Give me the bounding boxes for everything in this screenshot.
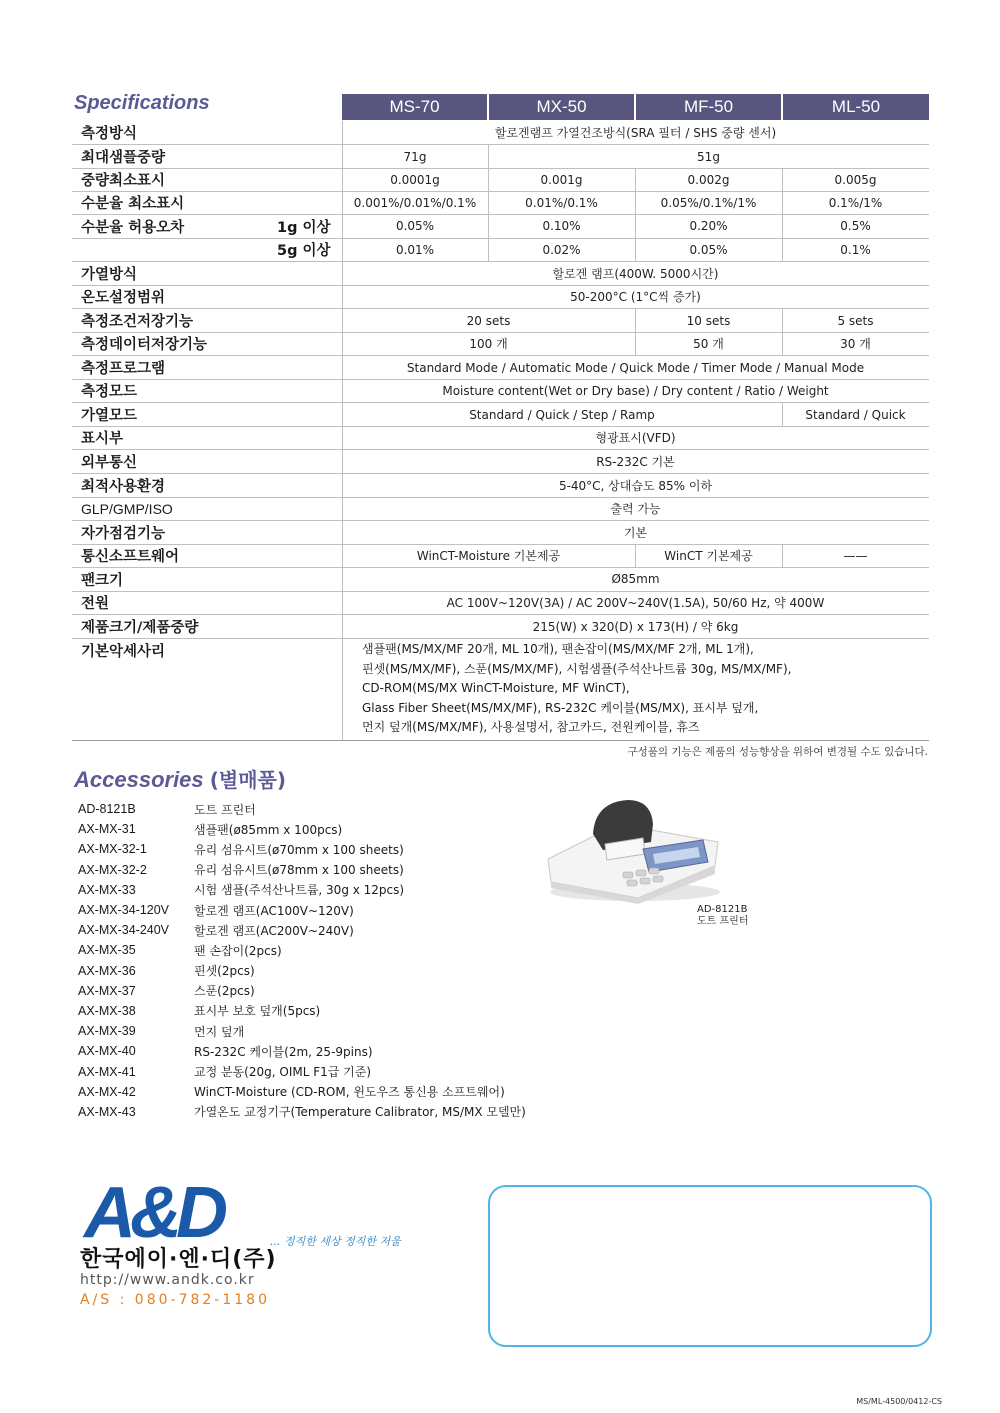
accessory-row [78,1001,526,1021]
accessory-desc: 먼지 덮개 [194,1024,245,1039]
cell-msmxmf: Standard / Quick / Step / Ramp [469,407,655,422]
accessories-title [74,764,286,793]
cell-ml50: 30 개 [840,337,871,351]
cell-ms70: 0.0001g [390,172,440,187]
row-label: 전원 [81,596,110,612]
row-value: 형광표시(VFD) [595,431,676,445]
row-label: 제품크기/제품중량 [81,619,199,636]
cell-ml50: 0.1% [840,242,871,257]
accessory-row [78,1061,526,1081]
cell-ms70: 0.05% [395,219,435,233]
row-value: 기본 [623,525,648,540]
row-power [72,591,929,615]
model-header-ms70: MS-70 [342,94,487,120]
cell-mx50: 0.01%/0.1% [525,195,598,210]
row-heating [72,262,929,286]
accessories-line: 먼지 덮개(MS/MX/MF), 사용설명서, 참고카드, 전원케이블, 휴즈 [362,720,700,735]
accessory-code: AX-MX-34-120V [78,903,170,918]
spec-title: Specifications [74,92,210,114]
cell-mx50: 0.001g [540,172,583,187]
row-env [72,473,929,498]
row-value: 할로겐램프 가열건조방식(SRA 필터 / SHS 중량 센서) [494,126,777,140]
row-label: 측정프로그램 [81,361,166,377]
row-label: 기본악세사리 [81,643,166,660]
printer-caption-model: AD-8121B [697,904,748,915]
accessory-code: AX-MX-43 [78,1104,136,1119]
accessories-line: 핀셋(MS/MX/MF), 스푼(MS/MX/MF), 시험샘플(주석산나트륨 30g, MS/MX/MF), [362,661,792,676]
accessory-desc: 가열온도 교정기구(Temperature Calibrator, MS/MX 모델만) [194,1105,526,1120]
accessory-desc: 할로겐 램프(AC200V~240V) [194,923,354,938]
accessory-desc: 팬 손잡이(2pcs) [194,943,282,958]
row-value: AC 100V~120V(3A) / AC 200V~240V(1.5A), 50/60 Hz, 약 400W [446,596,825,610]
cell-ms70: 71g [403,149,427,164]
accessory-desc: WinCT-Moisture (CD-ROM, 윈도우즈 통신용 소프트웨어) [194,1085,505,1100]
model-header-mx50: MX-50 [489,94,634,120]
accessory-row [78,799,526,819]
cell-ms70: 0.01% [395,242,435,257]
cell-mf50: WinCT 기본제공 [664,549,753,563]
cell-ml50: 5 sets [837,313,874,328]
stamp-box [488,1185,932,1347]
accessory-row [78,1082,526,1102]
row-label: GLP/GMP/ISO [81,500,173,517]
accessory-code: AX-MX-32-2 [78,862,147,877]
accessory-row [78,961,526,981]
accessory-desc: 표시부 보호 덮개(5pcs) [194,1004,321,1019]
accessory-code: AX-MX-41 [78,1064,136,1079]
accessory-desc: 유리 섬유시트(ø70mm x 100 sheets) [194,842,404,857]
accessory-desc: 스푼(2pcs) [194,984,255,999]
accessories-line: 샘플팬(MS/MX/MF 20개, ML 10개), 팬손잡이(MS/MX/MF 2개, ML 1개), [362,642,754,656]
slogan: ... 정직한 세상 정직한 저울 [270,1235,401,1248]
accessory-desc: 할로겐 램프(AC100V~120V) [194,903,354,918]
accessory-row [78,900,526,920]
row-label: 온도설정범위 [81,290,166,306]
row-pan [72,567,929,592]
accessory-code: AD-8121B [78,802,136,817]
row-label: 최대샘플중량 [81,150,166,166]
cell-msmx: 100 개 [469,337,508,351]
row-selfcheck [72,520,929,545]
row-label: 표시부 [81,431,124,447]
cell-ms70: 0.001%/0.01%/0.1% [353,195,477,210]
row-comm [72,450,929,474]
accessory-code: AX-MX-35 [78,943,136,958]
row-sublabel: 1g 이상 [277,219,331,236]
row-label: 자가점검기능 [81,525,166,542]
row-value: RS-232C 기본 [596,455,675,469]
document-number: MS/ML-4500/0412-CS [856,1397,942,1406]
accessory-row [78,940,526,960]
accessories-line: Glass Fiber Sheet(MS/MX/MF), RS-232C 케이블(MS/MX), 표시부 덮개, [362,700,759,715]
accessory-code: AX-MX-40 [78,1044,136,1059]
accessories-list [78,799,526,1122]
accessory-code: AX-MX-33 [78,882,136,897]
accessory-desc: 시험 샘플(주석산나트륨, 30g x 12pcs) [194,883,405,898]
accessories-line: CD-ROM(MS/MX WinCT-Moisture, MF WinCT), [362,681,630,696]
row-program [72,356,929,380]
accessories-title-kr: (별매품) [209,768,287,792]
row-label: 측정조건저장기능 [81,314,194,330]
accessory-row [78,839,526,859]
cell-ml50: 0.1%/1% [828,195,883,210]
row-temp-range [72,285,929,309]
row-label: 가열모드 [81,408,138,424]
row-label: 최적사용환경 [81,478,166,495]
accessory-row [78,880,526,900]
accessory-code: AX-MX-32-1 [78,842,147,857]
accessory-desc: 교정 분동(20g, OIML F1급 기준) [194,1065,372,1080]
row-value: Standard Mode / Automatic Mode / Quick Mode / Timer Mode / Manual Mode [406,360,865,375]
row-heat-mode [72,403,929,427]
row-min-moisture [72,191,929,215]
row-value: 5-40°C, 상대습도 85% 이하 [558,478,713,493]
row-data-storage [72,332,929,356]
accessory-code: AX-MX-39 [78,1024,136,1039]
website-link[interactable]: http://www.andk.co.kr [80,1272,255,1288]
printer-caption-name: 도트 프린터 [697,916,749,927]
row-max-sample [72,145,929,169]
cell-ml50: Standard / Quick [805,407,906,422]
as-phone: A/S : 080-782-1180 [80,1292,270,1308]
row-label: 측정모드 [81,384,138,400]
row-label: 수분율 허용오차 [81,219,185,236]
row-method [72,121,929,145]
row-accessories [72,638,929,741]
and-logo: A&D [84,1173,222,1253]
model-header-ml50: ML-50 [783,94,929,120]
accessory-row [78,860,526,880]
row-value: 출력 가능 [610,502,661,516]
row-tolerance-1g [72,214,929,239]
spec-note: 구성품의 기능은 제품의 성능향상을 위하여 변경될 수도 있습니다. [627,746,928,758]
row-size [72,614,929,639]
accessory-code: AX-MX-37 [78,983,136,998]
printer-caption [697,904,748,928]
accessory-code: AX-MX-42 [78,1084,136,1099]
row-cond-storage [72,309,929,333]
cell-mf50: 0.05%/0.1%/1% [660,195,757,210]
accessories-title-en: Accessories [74,767,204,792]
cell-mf50: 0.002g [687,172,730,187]
accessory-desc: RS-232C 케이블(2m, 25-9pins) [194,1044,373,1059]
accessory-code: AX-MX-38 [78,1003,136,1018]
row-label: 수분율 최소표시 [81,196,185,212]
row-label: 측정방식 [81,126,138,142]
model-header-mf50: MF-50 [636,94,781,120]
row-software [72,544,929,568]
accessory-row [78,920,526,940]
row-value: Ø85mm [611,572,660,586]
accessory-desc: 샘플팬(ø85mm x 100pcs) [194,822,343,837]
accessory-row [78,1041,526,1061]
cell-mx50: 0.10% [542,219,581,233]
accessory-desc: 도트 프린터 [194,802,256,817]
row-tolerance-5g [72,238,929,262]
cell-mx50: 0.02% [542,242,581,257]
cell-mf50: 50 개 [693,337,724,351]
cell-mf50: 0.05% [689,242,728,257]
row-sublabel: 5g 이상 [277,243,331,259]
accessory-code: AX-MX-36 [78,963,136,978]
row-label: 통신소프트웨어 [81,549,180,565]
row-label: 외부통신 [81,455,138,471]
printer-image [543,794,723,904]
cell-mf50: 0.20% [689,219,728,233]
cell-rest: 51g [697,149,720,164]
cell-ml50: 0.005g [834,172,877,187]
company-name: 한국에이·엔·디(주) [80,1247,277,1272]
row-value: 50-200°C (1°C씩 증가) [570,290,701,304]
accessory-row [78,1102,526,1122]
accessory-code: AX-MX-31 [78,822,136,837]
row-min-weight [72,168,929,192]
cell-mf50: 10 sets [686,313,731,328]
row-value: 할로겐 램프(400W. 5000시간) [552,267,719,281]
row-label: 측정데이터저장기능 [81,337,208,353]
accessory-row [78,981,526,1001]
row-display [72,426,929,450]
cell-msmx: 20 sets [466,313,511,328]
row-label: 팬크기 [81,572,124,589]
cell-ml50: —— [843,548,868,563]
row-glp [72,497,929,521]
accessory-desc: 유리 섬유시트(ø78mm x 100 sheets) [194,863,404,878]
cell-ml50: 0.5% [840,219,871,233]
row-label: 가열방식 [81,267,138,283]
cell-msmx: WinCT-Moisture 기본제공 [416,549,561,563]
accessory-desc: 핀셋(2pcs) [194,964,255,979]
accessory-code: AX-MX-34-240V [78,923,170,938]
row-label: 중량최소표시 [81,173,166,189]
row-value: Moisture content(Wet or Dry base) / Dry content / Ratio / Weight [442,383,829,398]
row-value: 215(W) x 320(D) x 173(H) / 약 6kg [532,619,739,634]
accessory-row [78,1021,526,1041]
row-mode [72,379,929,403]
accessory-row [78,819,526,839]
accessories-text [362,640,791,738]
